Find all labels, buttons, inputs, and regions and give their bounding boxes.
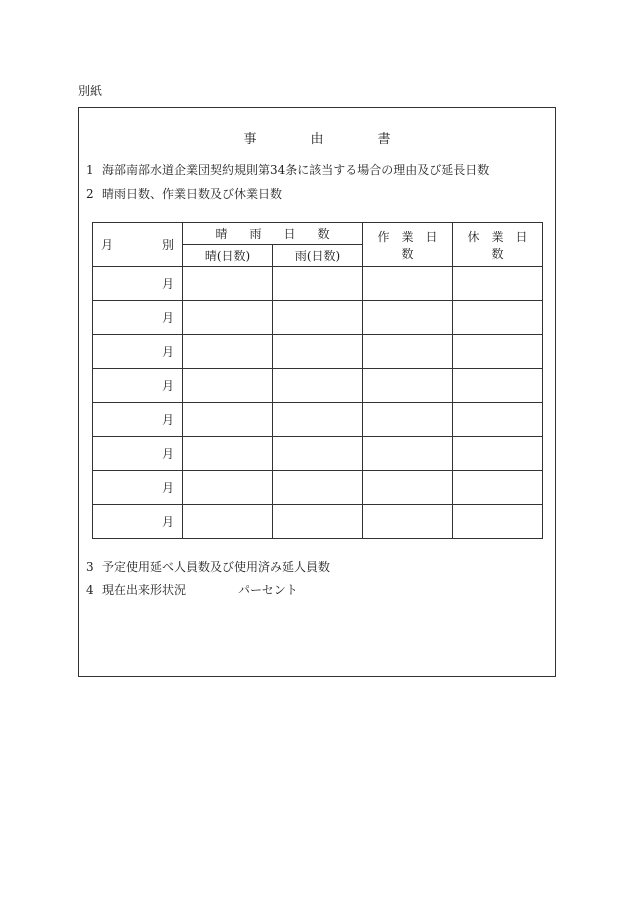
header-weather-days: 晴 雨 日 数 <box>183 223 363 245</box>
sunny-days-cell[interactable] <box>183 335 273 369</box>
rainy-days-cell[interactable] <box>273 267 363 301</box>
rest-days-cell[interactable] <box>453 505 543 539</box>
item-1 <box>86 161 489 178</box>
rest-days-cell[interactable] <box>453 335 543 369</box>
sunny-days-cell[interactable] <box>183 267 273 301</box>
title-char: 書 <box>377 132 391 147</box>
table-row <box>93 403 543 437</box>
rest-days-cell[interactable] <box>453 403 543 437</box>
rest-days-cell[interactable] <box>453 267 543 301</box>
rainy-days-cell[interactable] <box>273 505 363 539</box>
item-text: 現在出来形状況 <box>102 583 187 597</box>
work-days-cell[interactable] <box>363 267 453 301</box>
item-number: 4 <box>86 583 94 597</box>
title-char: 事 <box>243 132 257 147</box>
month-cell: 月 <box>93 471 183 505</box>
table-row <box>93 471 543 505</box>
item-text: 晴雨日数、作業日数及び休業日数 <box>102 187 283 201</box>
header-work-days: 作 業 日数 <box>363 223 453 267</box>
rainy-days-cell[interactable] <box>273 437 363 471</box>
item-text: 海部南部水道企業団契約規則第34条に該当する場合の理由及び延長日数 <box>102 163 490 177</box>
sunny-days-cell[interactable] <box>183 301 273 335</box>
sunny-days-cell[interactable] <box>183 403 273 437</box>
month-cell: 月 <box>93 369 183 403</box>
item-4 <box>86 581 298 598</box>
rest-days-cell[interactable] <box>453 471 543 505</box>
work-days-cell[interactable] <box>363 437 453 471</box>
month-cell: 月 <box>93 301 183 335</box>
sunny-days-cell[interactable] <box>183 437 273 471</box>
rainy-days-cell[interactable] <box>273 369 363 403</box>
rest-days-cell[interactable] <box>453 369 543 403</box>
annex-label: 別紙 <box>78 84 103 98</box>
table-row <box>93 267 543 301</box>
table-row <box>93 437 543 471</box>
rest-days-cell[interactable] <box>453 437 543 471</box>
rest-days-cell[interactable] <box>453 301 543 335</box>
header-sunny-days: 晴(日数) <box>183 245 273 267</box>
rainy-days-cell[interactable] <box>273 335 363 369</box>
item-number: 2 <box>86 187 94 201</box>
work-days-cell[interactable] <box>363 505 453 539</box>
item-text: 予定使用延べ人員数及び使用済み延人員数 <box>102 560 331 574</box>
document-frame <box>78 107 556 677</box>
sunny-days-cell[interactable] <box>183 369 273 403</box>
document-title <box>79 128 555 147</box>
rainy-days-cell[interactable] <box>273 301 363 335</box>
month-cell: 月 <box>93 437 183 471</box>
header-rest-days: 休 業 日数 <box>453 223 543 267</box>
work-days-cell[interactable] <box>363 301 453 335</box>
header-rainy-days: 雨(日数) <box>273 245 363 267</box>
month-cell: 月 <box>93 267 183 301</box>
item-number: 3 <box>86 560 94 574</box>
item-suffix: パーセント <box>238 583 298 597</box>
sunny-days-cell[interactable] <box>183 505 273 539</box>
header-month: 月 別 <box>93 223 183 267</box>
sunny-days-cell[interactable] <box>183 471 273 505</box>
rainy-days-cell[interactable] <box>273 403 363 437</box>
table-row <box>93 335 543 369</box>
table-row <box>93 301 543 335</box>
table-row <box>93 369 543 403</box>
work-days-cell[interactable] <box>363 335 453 369</box>
item-2 <box>86 185 282 202</box>
month-cell: 月 <box>93 335 183 369</box>
item-3 <box>86 558 330 575</box>
table-row <box>93 505 543 539</box>
month-cell: 月 <box>93 505 183 539</box>
work-days-cell[interactable] <box>363 471 453 505</box>
rainy-days-cell[interactable] <box>273 471 363 505</box>
work-days-cell[interactable] <box>363 369 453 403</box>
item-number: 1 <box>86 163 94 177</box>
work-days-cell[interactable] <box>363 403 453 437</box>
month-cell: 月 <box>93 403 183 437</box>
weather-days-table <box>92 222 543 539</box>
title-char: 由 <box>310 132 324 147</box>
